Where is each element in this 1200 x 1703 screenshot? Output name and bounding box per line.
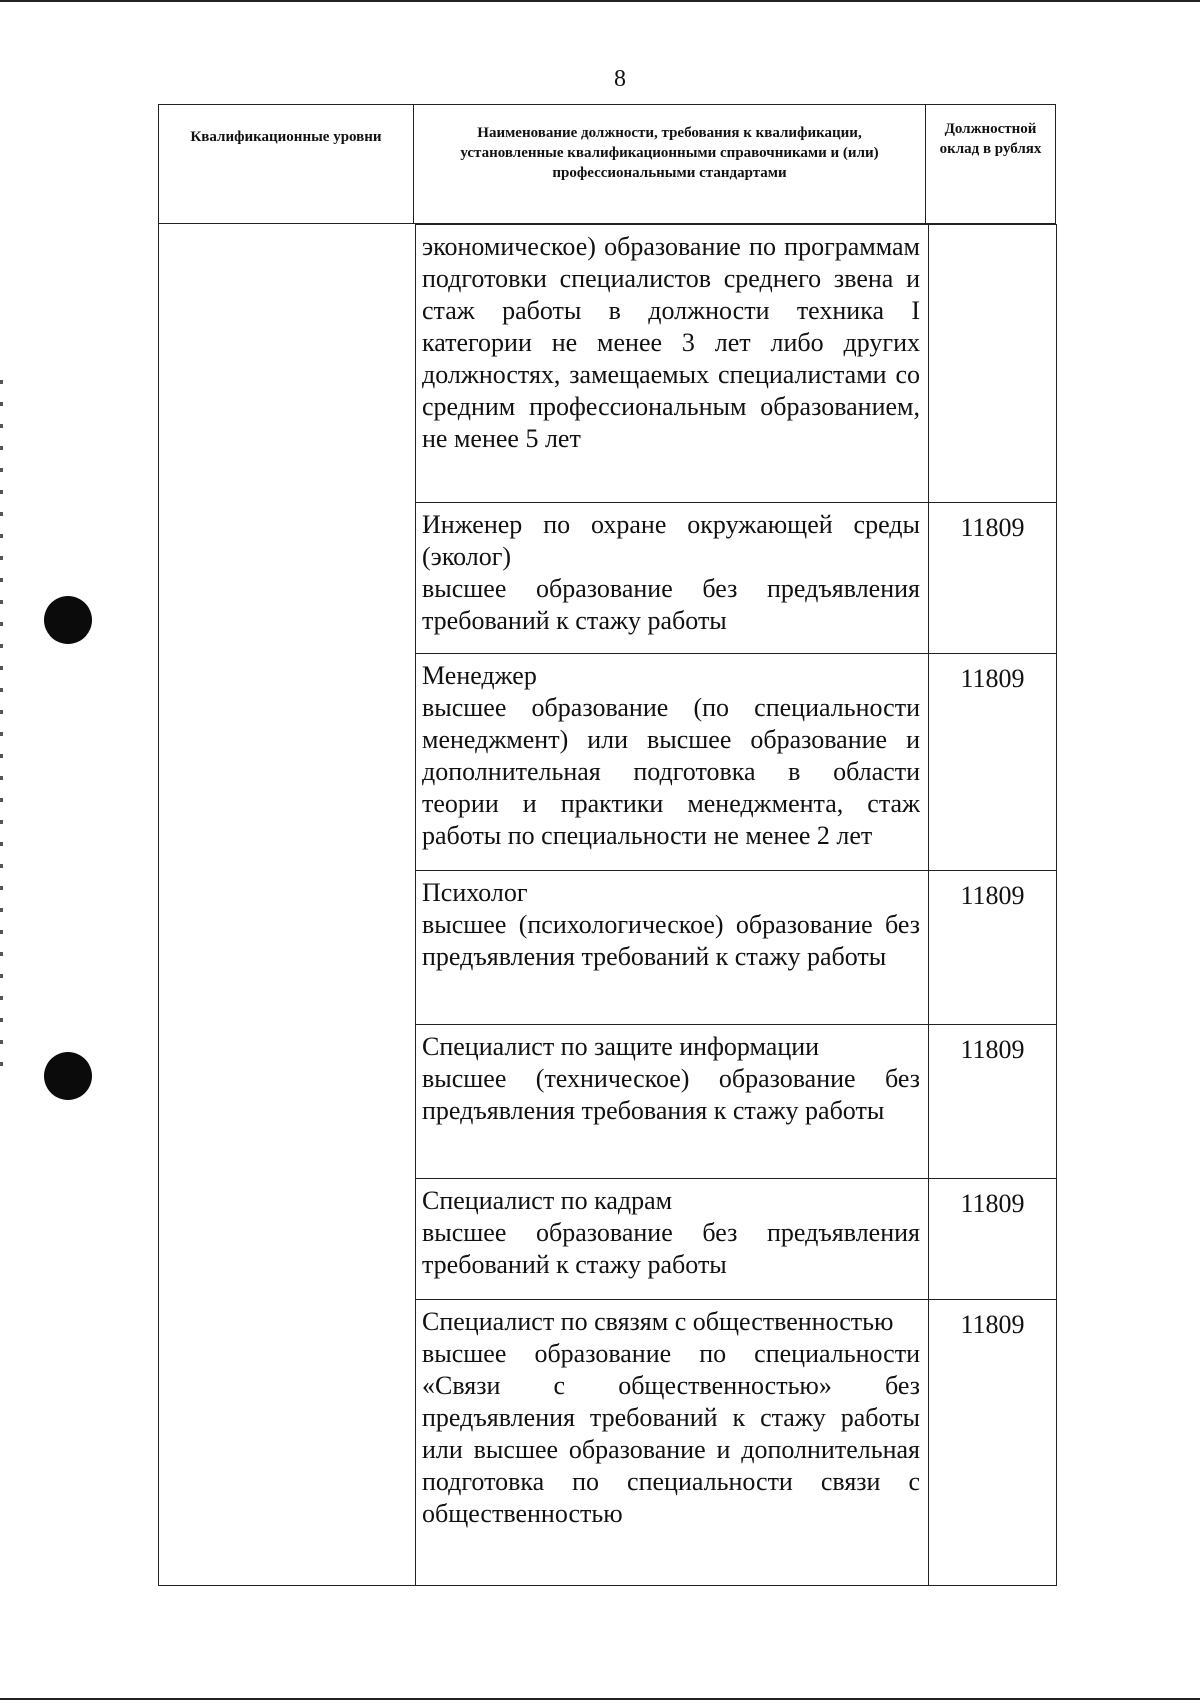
position-title: Специалист по защите информации xyxy=(422,1032,820,1061)
position-requirements: экономическое) образование по программам подготовки специалистов среднего звена и стаж работы в должности техника I категории не менее 3 лет либо других должностях, замещаемых специалистами со средним профессиональным образованием, не менее 5 лет xyxy=(422,232,920,453)
table-row xyxy=(415,502,1057,654)
scan-edge-marks xyxy=(0,380,3,1080)
position-cell xyxy=(416,871,928,1024)
position-cell xyxy=(416,1025,928,1178)
position-requirements: высшее (психологическое) образование без предъявления требований к стажу работы xyxy=(422,910,920,971)
position-cell xyxy=(416,654,928,870)
salary-cell: 11809 xyxy=(928,1179,1056,1299)
punch-hole xyxy=(44,1052,92,1100)
table-row xyxy=(415,653,1057,871)
table-row xyxy=(415,1178,1057,1300)
header-salary: Должностной оклад в рублях xyxy=(925,105,1055,223)
table-row xyxy=(415,870,1057,1025)
position-title: Психолог xyxy=(422,878,528,907)
salary-cell: 11809 xyxy=(928,654,1056,870)
position-cell xyxy=(416,1179,928,1299)
position-requirements: высшее (техническое) образование без предъявления требования к стажу работы xyxy=(422,1064,920,1125)
position-title: Инженер по охране окружающей среды (эколог) xyxy=(422,510,920,571)
salary-cell: 11809 xyxy=(928,1300,1056,1585)
position-title: Специалист по кадрам xyxy=(422,1186,673,1215)
table-row xyxy=(415,1299,1057,1586)
salary-cell: 11809 xyxy=(928,503,1056,653)
position-cell xyxy=(416,1300,928,1585)
position-title: Специалист по связям с общественностью xyxy=(422,1307,894,1336)
position-requirements: высшее образование по специальности «Связи с общественностью» без предъявления требований к стажу работы или высшее образование и дополнительная подготовка по специальности связи с общественностью xyxy=(422,1339,920,1528)
position-requirements: высшее образование (по специальности менеджмент) или высшее образование и дополнительная подготовка в области теории и практики менеджмента, стаж работы по специальности не менее 2 лет xyxy=(422,693,920,850)
position-requirements: высшее образование без предъявления требований к стажу работы xyxy=(422,1218,920,1279)
position-requirements: высшее образование без предъявления требований к стажу работы xyxy=(422,574,920,635)
position-cell xyxy=(416,503,928,653)
table-row xyxy=(415,224,1057,503)
table-header xyxy=(158,104,1056,224)
page-bottom-border xyxy=(0,1698,1200,1700)
page-number: 8 xyxy=(614,66,626,92)
header-position-requirements: Наименование должности, требования к квалификации, установленные квалификационными справочниками и (или) профессиональными стандартами xyxy=(413,105,925,223)
table-row xyxy=(415,1024,1057,1179)
position-cell xyxy=(416,225,928,502)
header-qualification-levels: Квалификационные уровни xyxy=(190,129,382,145)
levels-column-border xyxy=(158,224,159,1586)
punch-hole xyxy=(44,596,92,644)
position-title: Менеджер xyxy=(422,661,537,690)
salary-cell xyxy=(928,225,1056,502)
salary-cell: 11809 xyxy=(928,1025,1056,1178)
salary-cell: 11809 xyxy=(928,871,1056,1024)
page-top-border xyxy=(0,0,1200,2)
